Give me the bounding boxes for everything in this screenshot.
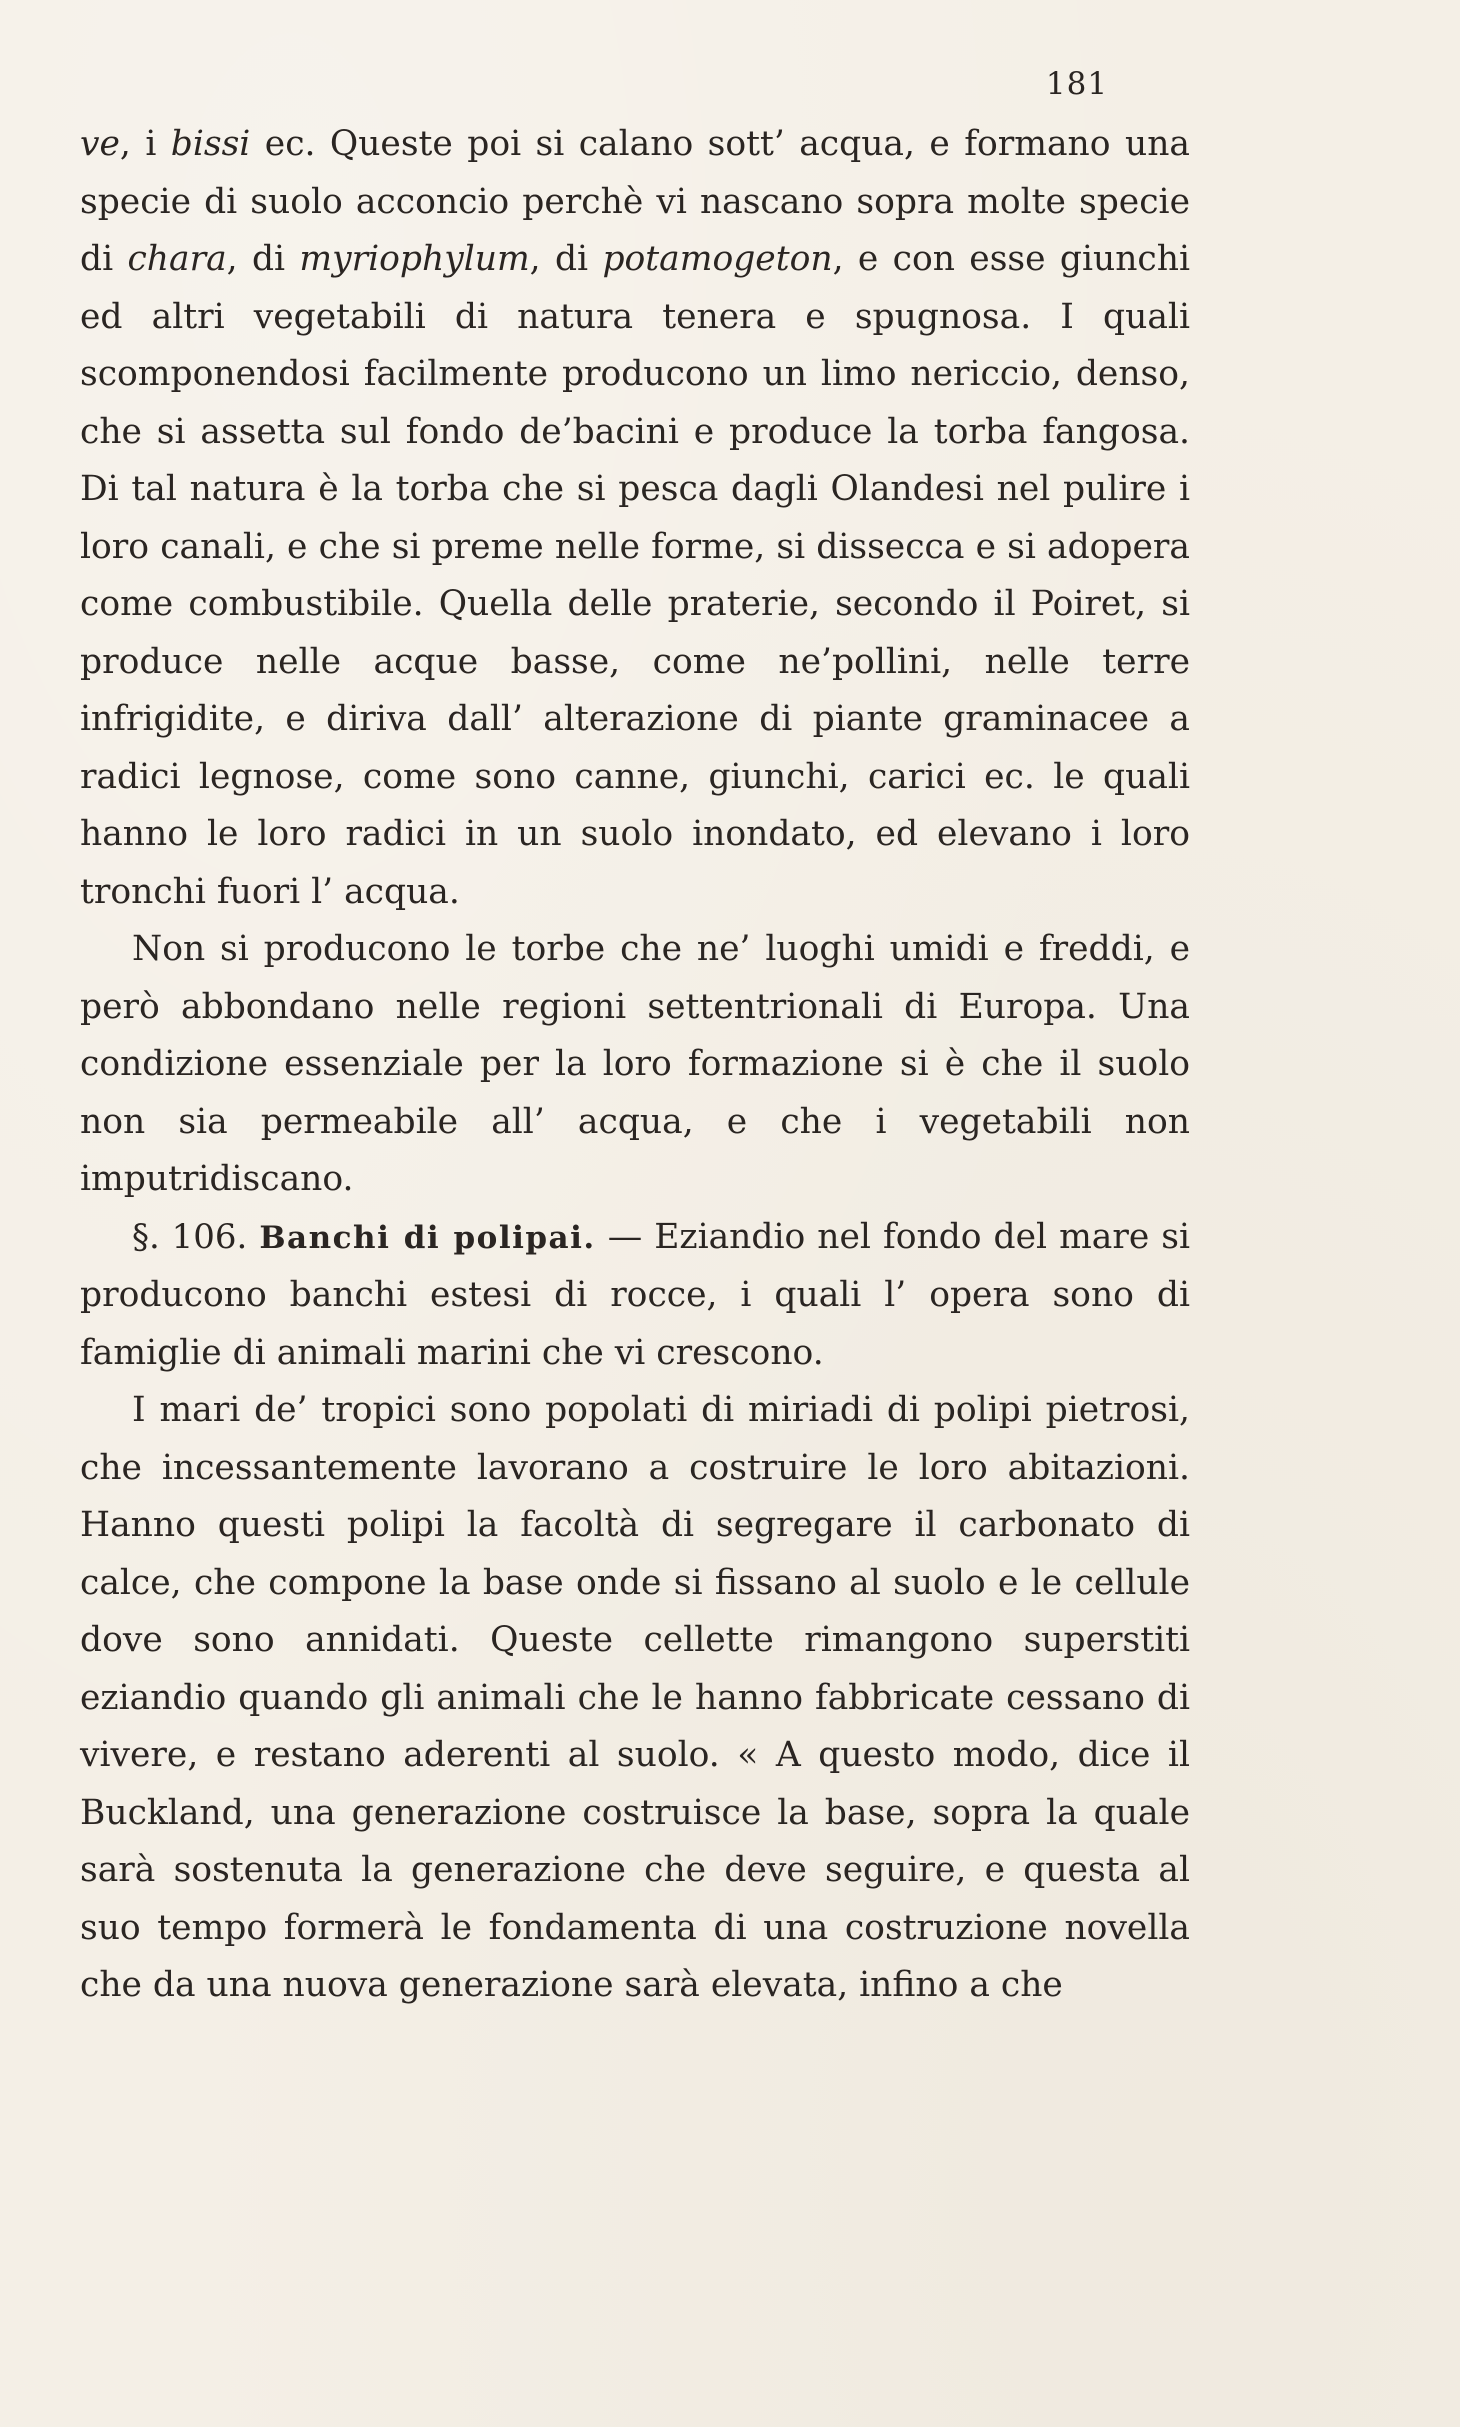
italic-term: potamogeton: [602, 239, 833, 279]
body-text: [80, 116, 1190, 2015]
italic-term: myriophylum: [299, 239, 530, 279]
text-run: ec. Queste poi si calano sott’ acqua, e formano una specie di suolo acconcio perchè vi nascano sopra molte specie di: [80, 124, 1190, 279]
section-number: §. 106.: [132, 1216, 248, 1257]
italic-term: bissi: [170, 124, 251, 164]
paragraph-section-106: [80, 1209, 1190, 1383]
text-run: — Eziandio nel fondo del mare si producono banchi estesi di rocce, i quali l’ opera sono di famiglie di animali marini che vi crescono.: [80, 1216, 1191, 1373]
italic-term: ve: [80, 124, 120, 164]
text-run: , di: [529, 239, 603, 279]
text-run: , i: [119, 124, 171, 164]
text-run: , di: [226, 239, 300, 279]
section-title: Banchi di polipai.: [259, 1219, 596, 1256]
paragraph-torbe-regions: Non si producono le torbe che ne’ luoghi umidi e freddi, e però abbondano nelle regioni settentrionali di Europa. Una condizione essenziale per la loro formazione si è che il suolo non sia permeabile all’ acqua, e che i vegetabili non imputridiscano.: [80, 929, 1190, 1199]
italic-term: chara: [127, 239, 227, 279]
page-number: 181: [1045, 66, 1109, 102]
paragraph-torba-formation: [80, 116, 1190, 921]
text-run: , e con esse giunchi ed altri vegetabili di natura tenera e spugnosa. I quali scomponendosi facilmente producono un limo nericcio, denso, che si assetta sul fondo de’bacini e produce la torba fangosa. Di tal natura è la torba che si pesca dagli Olandesi nel pulire i loro canali, e che si preme nelle forme, si dissecca e si adopera come combustibile. Quella delle praterie, secondo il Poiret, si produce nelle acque basse, come ne’pollini, nelle terre infrigidite, e diriva dall’ alterazione di piante graminacee a radici legnose, come sono canne, giunchi, carici ec. le quali hanno le loro radici in un suolo inondato, ed elevano i loro tronchi fuori l’ acqua.: [80, 239, 1190, 912]
paragraph-polipi: I mari de’ tropici sono popolati di miriadi di polipi pietrosi, che incessantemente lavorano a costruire le loro abitazioni. Hanno questi polipi la facoltà di segregare il carbonato di calce, che compone la base onde si fissano al suolo e le cellule dove sono annidati. Queste cellette rimangono superstiti eziandio quando gli animali che le hanno fabbricate cessano di vivere, e restano aderenti al suolo. « A questo modo, dice il Buckland, una generazione costruisce la base, sopra la quale sarà sostenuta la generazione che deve seguire, e questa al suo tempo formerà le fondamenta di una costruzione novella che da una nuova generazione sarà elevata, infino a che: [80, 1390, 1190, 2005]
